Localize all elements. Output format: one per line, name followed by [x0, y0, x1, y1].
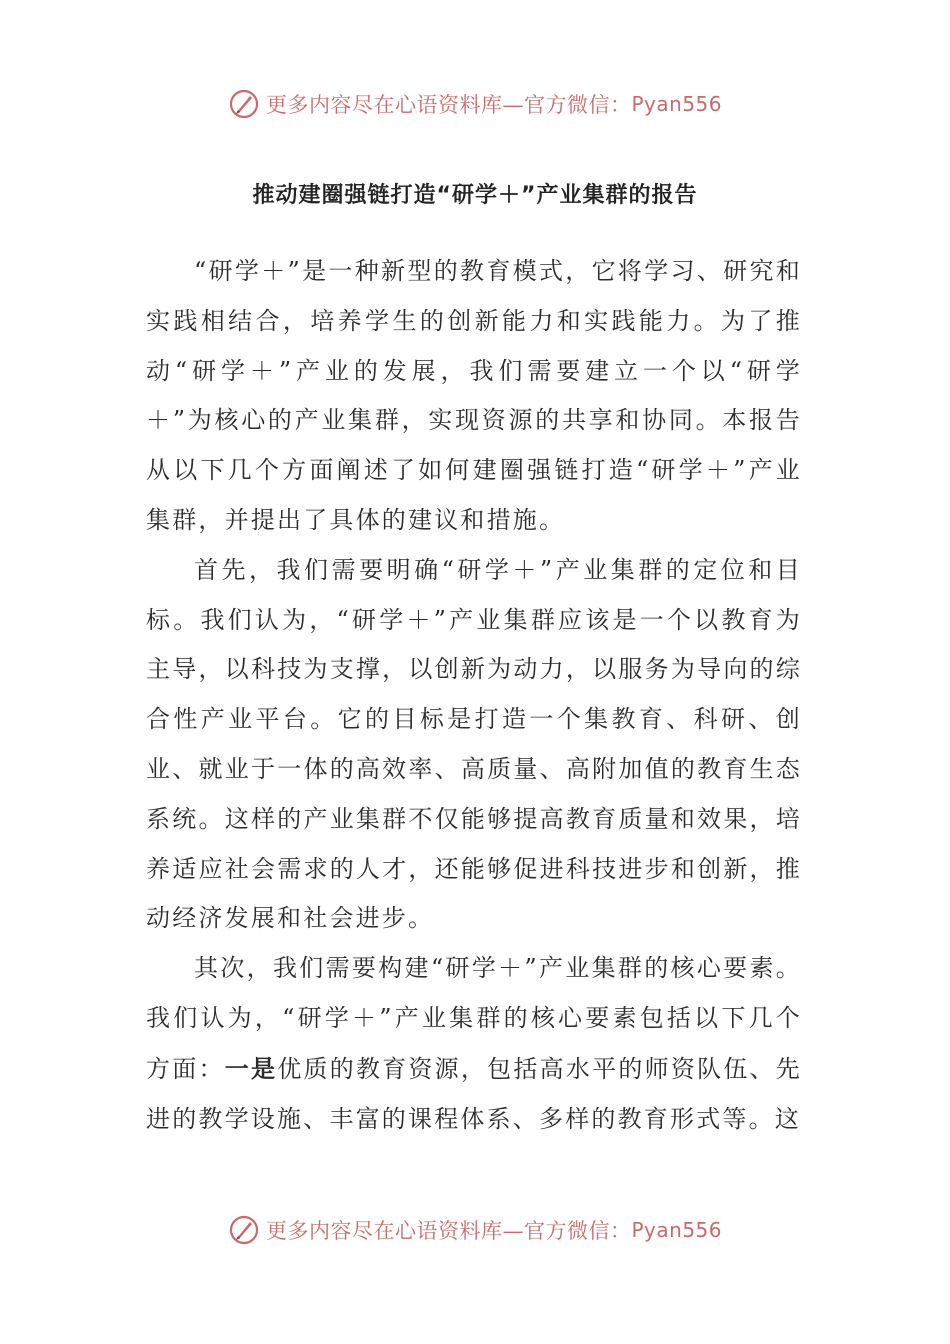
- watermark-text: 更多内容尽在心语资料库—官方微信：: [265, 93, 632, 117]
- watermark-text: 更多内容尽在心语资料库—官方微信：: [265, 1219, 632, 1243]
- document-body: [146, 247, 802, 1144]
- footer-watermark: [0, 1212, 950, 1248]
- paragraph: [146, 944, 802, 1144]
- bold-ordinal: 一是: [224, 1053, 278, 1083]
- paragraph-text: 优质的教育资源，包括高水平的师资队伍、先进的教学设施、丰富的课程体系、多样的教育形式等。这: [146, 1054, 802, 1133]
- paragraph-text: 其次，我们需要构建“研学＋”产业集群的核心要素。我们认为，“研学＋”产业集群的核心要素包括以下几个方面：: [146, 954, 802, 1083]
- paragraph: 首先，我们需要明确“研学＋”产业集群的定位和目标。我们认为，“研学＋”产业集群应该是一个以教育为主导，以科技为支撑，以创新为动力，以服务为导向的综合性产业平台。它的目标是打造一个集教育、科研、创业、就业于一体的高效率、高质量、高附加值的教育生态系统。这样的产业集群不仅能够提高教育质量和效果，培养适应社会需求的人才，还能够促进科技进步和创新，推动经济发展和社会进步。: [146, 555, 802, 933]
- quill-logo-icon: [228, 88, 260, 120]
- header-watermark: [0, 86, 950, 122]
- watermark-wechat-id: Pyan556: [631, 1218, 722, 1242]
- document-title: 推动建圈强链打造“研学＋”产业集群的报告: [252, 183, 698, 208]
- paragraph: “研学＋”是一种新型的教育模式，它将学习、研究和实践相结合，培养学生的创新能力和实践能力。为了推动“研学＋”产业的发展，我们需要建立一个以“研学＋”为核心的产业集群，实现资源的共享和协同。本报告从以下几个方面阐述了如何建圈强链打造“研学＋”产业集群，并提出了具体的建议和措施。: [146, 257, 802, 534]
- watermark-wechat-id: Pyan556: [631, 92, 722, 116]
- quill-logo-icon: [228, 1214, 260, 1246]
